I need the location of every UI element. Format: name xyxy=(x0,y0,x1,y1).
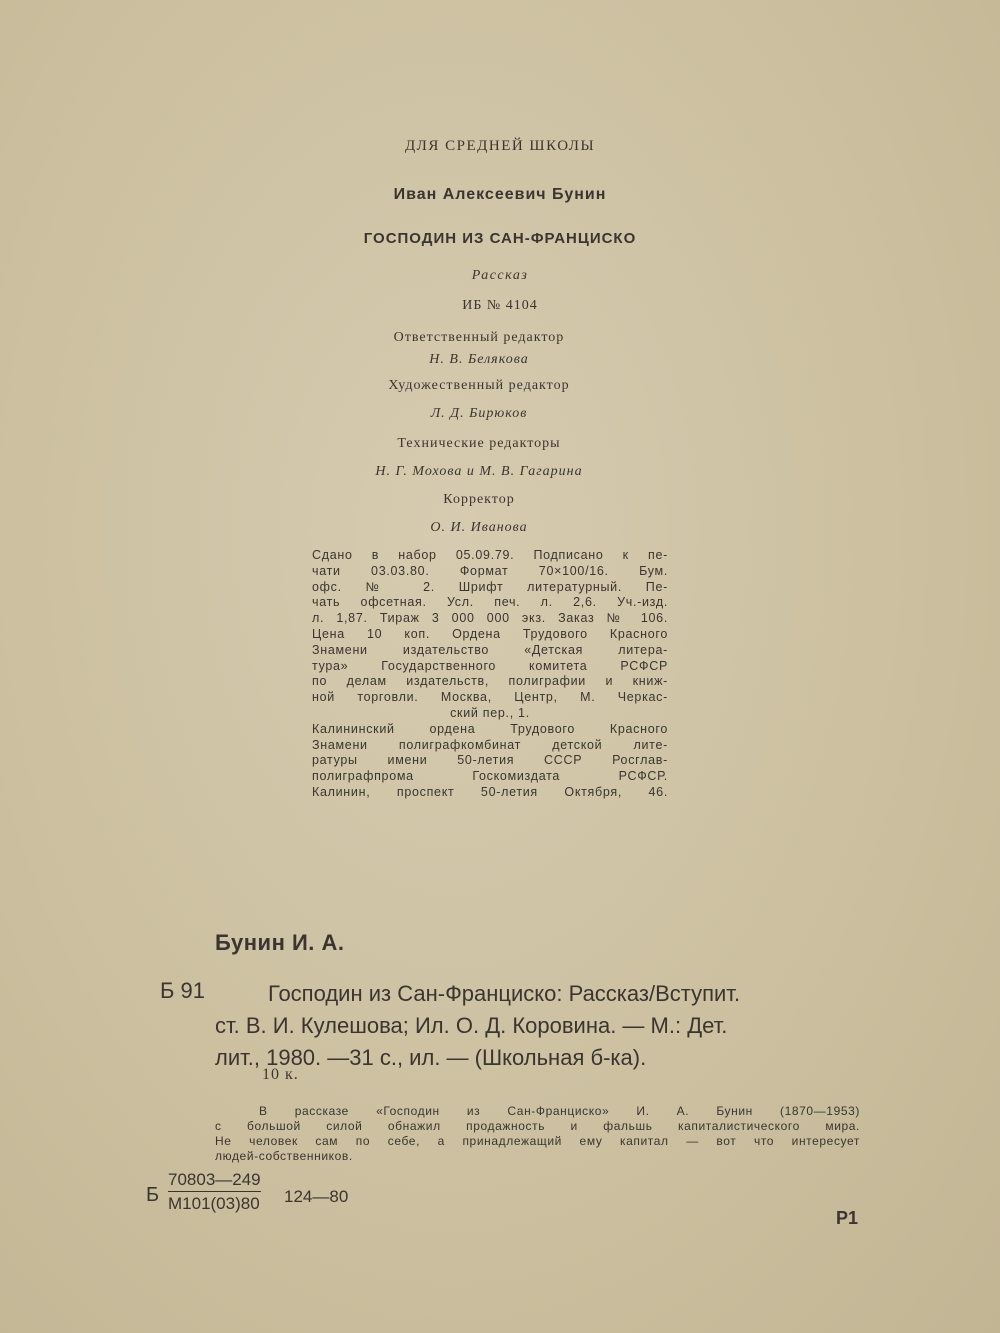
imprint-line: Калининский ордена Трудового Красного xyxy=(312,721,668,736)
author-name: Иван Алексеевич Бунин xyxy=(393,186,607,203)
catalog-author: Бунин И. А. xyxy=(215,930,345,955)
annotation-block xyxy=(215,1104,860,1164)
credit-role: Ответственный редактор xyxy=(393,330,565,345)
annotation-line: Не человек сам по себе, а принадлежащий ему капитал — вот что интересует xyxy=(215,1134,860,1148)
book-title: ГОСПОДИН ИЗ САН-ФРАНЦИСКО xyxy=(363,230,637,247)
index-suffix: 124—80 xyxy=(284,1187,349,1206)
catalog-description xyxy=(215,978,865,1074)
imprint-line: Калинин, проспект 50-летия Октября, 46. xyxy=(312,784,668,799)
imprint-line: л. 1,87. Тираж 3 000 000 экз. Заказ № 106. xyxy=(312,611,668,626)
catalog-code: Б 91 xyxy=(160,978,206,1003)
imprint-line: офс. № 2. Шрифт литературный. Пе- xyxy=(312,579,668,594)
credit-role: Технические редакторы xyxy=(397,436,561,451)
credit-name: О. И. Иванова xyxy=(430,520,528,535)
credit-name: Н. Г. Мохова и М. В. Гагарина xyxy=(375,464,583,479)
stamp-mark: Р1 xyxy=(836,1208,859,1228)
credit-name: Л. Д. Бирюков xyxy=(430,406,528,421)
imprint-line: чать офсетная. Усл. печ. л. 2,6. Уч.-изд. xyxy=(312,595,668,610)
series-label: ДЛЯ СРЕДНЕЙ ШКОЛЫ xyxy=(404,138,596,154)
imprint-line: Сдано в набор 05.09.79. Подписано к пе- xyxy=(312,548,668,562)
imprint-line: Знамени полиграфкомбинат детской лите- xyxy=(312,737,668,752)
imprint-line: тура» Государственного комитета РСФСР xyxy=(312,658,668,673)
index-denominator: М101(03)80 xyxy=(168,1194,260,1213)
imprint-line: по делам издательств, полиграфии и книж- xyxy=(312,674,668,689)
imprint-block xyxy=(312,548,668,801)
credit-role: Художественный редактор xyxy=(388,378,570,393)
genre-label: Рассказ xyxy=(471,268,529,283)
imprint-line: полиграфпрома Госкомиздата РСФСР. xyxy=(312,769,668,784)
imprint-line: Цена 10 коп. Ордена Трудового Красного xyxy=(312,626,668,641)
catalog-description-line: Господин из Сан-Франциско: Рассказ/Вступит. xyxy=(268,981,741,1006)
catalog-price: 10 к. xyxy=(262,1066,299,1083)
imprint-line: ной торговли. Москва, Центр, М. Черкас- xyxy=(312,690,668,705)
credit-role: Корректор xyxy=(443,492,515,507)
catalog-description-line: ст. В. И. Кулешова; Ил. О. Д. Коровина. — М.: Дет. xyxy=(215,1013,728,1038)
imprint-line: Знамени издательство «Детская литера- xyxy=(312,642,668,657)
annotation-line: В рассказе «Господин из Сан-Франциско» И. А. Бунин (1870—1953) xyxy=(259,1104,860,1118)
annotation-line: с большой силой обнажил продажность и фальшь капиталистического мира. xyxy=(215,1119,860,1133)
ib-number: ИБ № 4104 xyxy=(462,298,538,313)
imprint-line: чати 03.03.80. Формат 70×100/16. Бум. xyxy=(312,563,668,578)
credit-name: Н. В. Белякова xyxy=(429,352,529,367)
imprint-line: ратуры имени 50-летия СССР Росглав- xyxy=(312,753,668,768)
index-numerator: 70803—249 xyxy=(168,1170,261,1192)
annotation-line: людей-собственников. xyxy=(215,1149,353,1163)
index-letter: Б xyxy=(146,1184,160,1206)
imprint-line: ский пер., 1. xyxy=(450,705,530,720)
catalog-description-line: лит., 1980. —31 с., ил. — (Школьная б-ка). xyxy=(215,1045,647,1070)
